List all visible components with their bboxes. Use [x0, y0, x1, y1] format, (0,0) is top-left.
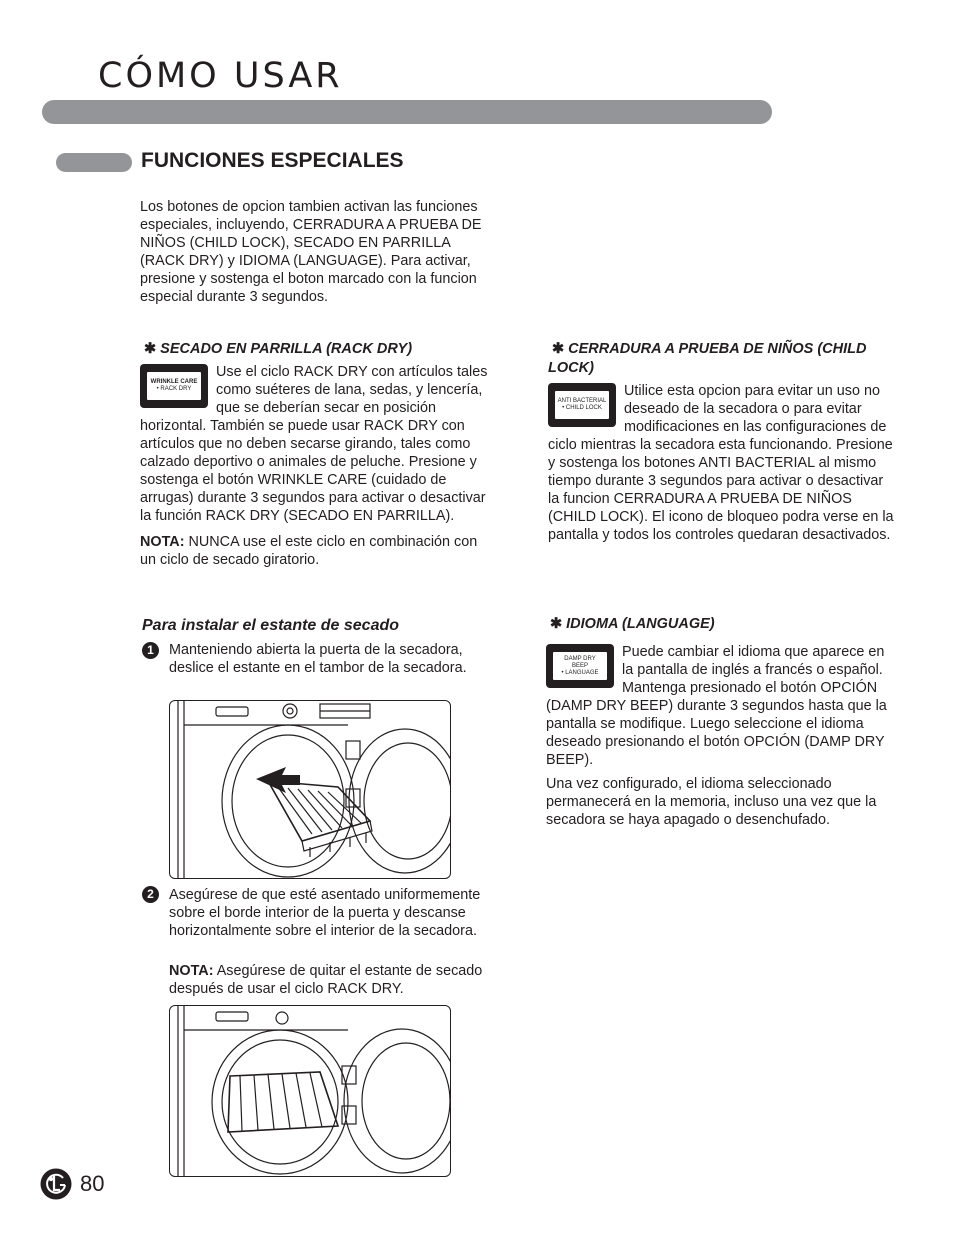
- display-label: BEEP: [571, 662, 588, 669]
- rack-dry-display-icon: [140, 364, 208, 408]
- display-label: • RACK DRY: [156, 386, 192, 392]
- dryer-open-rack-illustration: [170, 701, 450, 878]
- language-display-icon: [546, 644, 614, 688]
- install-heading: Para instalar el estante de secado: [142, 617, 400, 634]
- display-label: WRINKLE CARE: [150, 379, 198, 385]
- asterisk-icon: ✱: [552, 341, 565, 357]
- intro-paragraph: Los botones de opcion tambien activan las funciones especiales, incluyendo, CERRADURA A PRUEBA DE NIÑOS (CHILD LOCK), SECADO EN PARRILLA (RACK DRY) y IDIOMA (LANGUAGE). Para activar, presione y sostenga el boton marcado con la funcion especial durante 3 segundos.: [140, 199, 482, 305]
- display-label: ANTI BACTERIAL: [557, 398, 607, 404]
- child-lock-heading: ✱ CERRADURA A PRUEBA DE NIÑOS (CHILD LOCK): [548, 341, 867, 376]
- rack-dry-description: Use el ciclo RACK DRY con artículos tales como suéteres de lana, sedas, y lencería, que se deberían secar en posición horizontal. También se puede usar RACK DRY con artículos que no deben secarse girando, tales como calzado deportivo o animales de peluche. Presione y sostenga el botón WRINKLE CARE (cuidado de arrugas) durante 3 segundos para activar o desactivar la función RACK DRY (SECADO EN PARRILLA).: [140, 364, 488, 524]
- dryer-figure-sliding-rack: [169, 700, 451, 879]
- step-2-text: Asegúrese de que esté asentado uniformemente sobre el borde interior de la puerta y descanse horizontalmente sobre el interior de la secadora.: [169, 887, 481, 939]
- rack-dry-note: NOTA: NUNCA use el este ciclo en combinación con un ciclo de secado giratorio.: [140, 534, 478, 568]
- language-memory-note: Una vez configurado, el idioma seleccionado permanecerá en la memoria, incluso una vez que la secadora se haya apagado o desenchufado.: [546, 776, 877, 828]
- child-lock-display-icon: [548, 383, 616, 427]
- display-label: • CHILD LOCK: [562, 405, 602, 411]
- page-title: CÓMO USAR: [98, 56, 343, 96]
- asterisk-icon: ✱: [550, 616, 563, 632]
- child-lock-section: [548, 340, 894, 544]
- page-number: 80: [80, 1171, 105, 1196]
- display-label: • LANGUAGE: [561, 669, 599, 676]
- asterisk-icon: ✱: [144, 341, 157, 357]
- child-lock-description: Utilice esta opcion para evitar un uso no deseado de la secadora o para evitar modificaciones en las configuraciones de ciclo mientras la secadora esta funcionando. Presione y sostenga los botones ANTI BACTERIAL al mismo tiempo durante 3 segundos para activar o desactivar la funcion CERRADURA A PRUEBA DE NIÑOS (CHILD LOCK). El icono de bloqueo podra verse en la pantalla y todos los controles quedaran desactivados.: [548, 383, 894, 543]
- dryer-rack-installed-illustration: [170, 1006, 450, 1176]
- display-label: DAMP DRY: [564, 655, 596, 662]
- rack-dry-heading: ✱ SECADO EN PARRILLA (RACK DRY): [144, 341, 413, 357]
- language-description: Puede cambiar el idioma que aparece en la pantalla de inglés a francés o español. Mantenga presionado el botón OPCIÓN (DAMP DRY BEEP) durante 3 segundos hasta que la pantalla se modifique. Luego seleccione el idioma deseado presionando el botón OPCIÓN (DAMP DRY BEEP).: [546, 644, 887, 768]
- lg-logo-icon: [40, 1168, 72, 1200]
- step-1-badge: 1: [142, 642, 159, 659]
- title-rule: [42, 100, 772, 124]
- language-heading: ✱ IDIOMA (LANGUAGE): [550, 616, 715, 632]
- rack-dry-section: [140, 340, 494, 569]
- dryer-figure-rack-seated: [169, 1005, 451, 1177]
- step-1-text: Manteniendo abierta la puerta de la secadora, deslice el estante en el tambor de la secadora.: [169, 642, 467, 676]
- section-marker: [56, 153, 132, 172]
- section-heading: FUNCIONES ESPECIALES: [141, 149, 404, 172]
- step-2-note: NOTA: Asegúrese de quitar el estante de secado después de usar el ciclo RACK DRY.: [169, 963, 483, 997]
- step-2-badge: 2: [142, 886, 159, 903]
- language-section: [546, 615, 896, 829]
